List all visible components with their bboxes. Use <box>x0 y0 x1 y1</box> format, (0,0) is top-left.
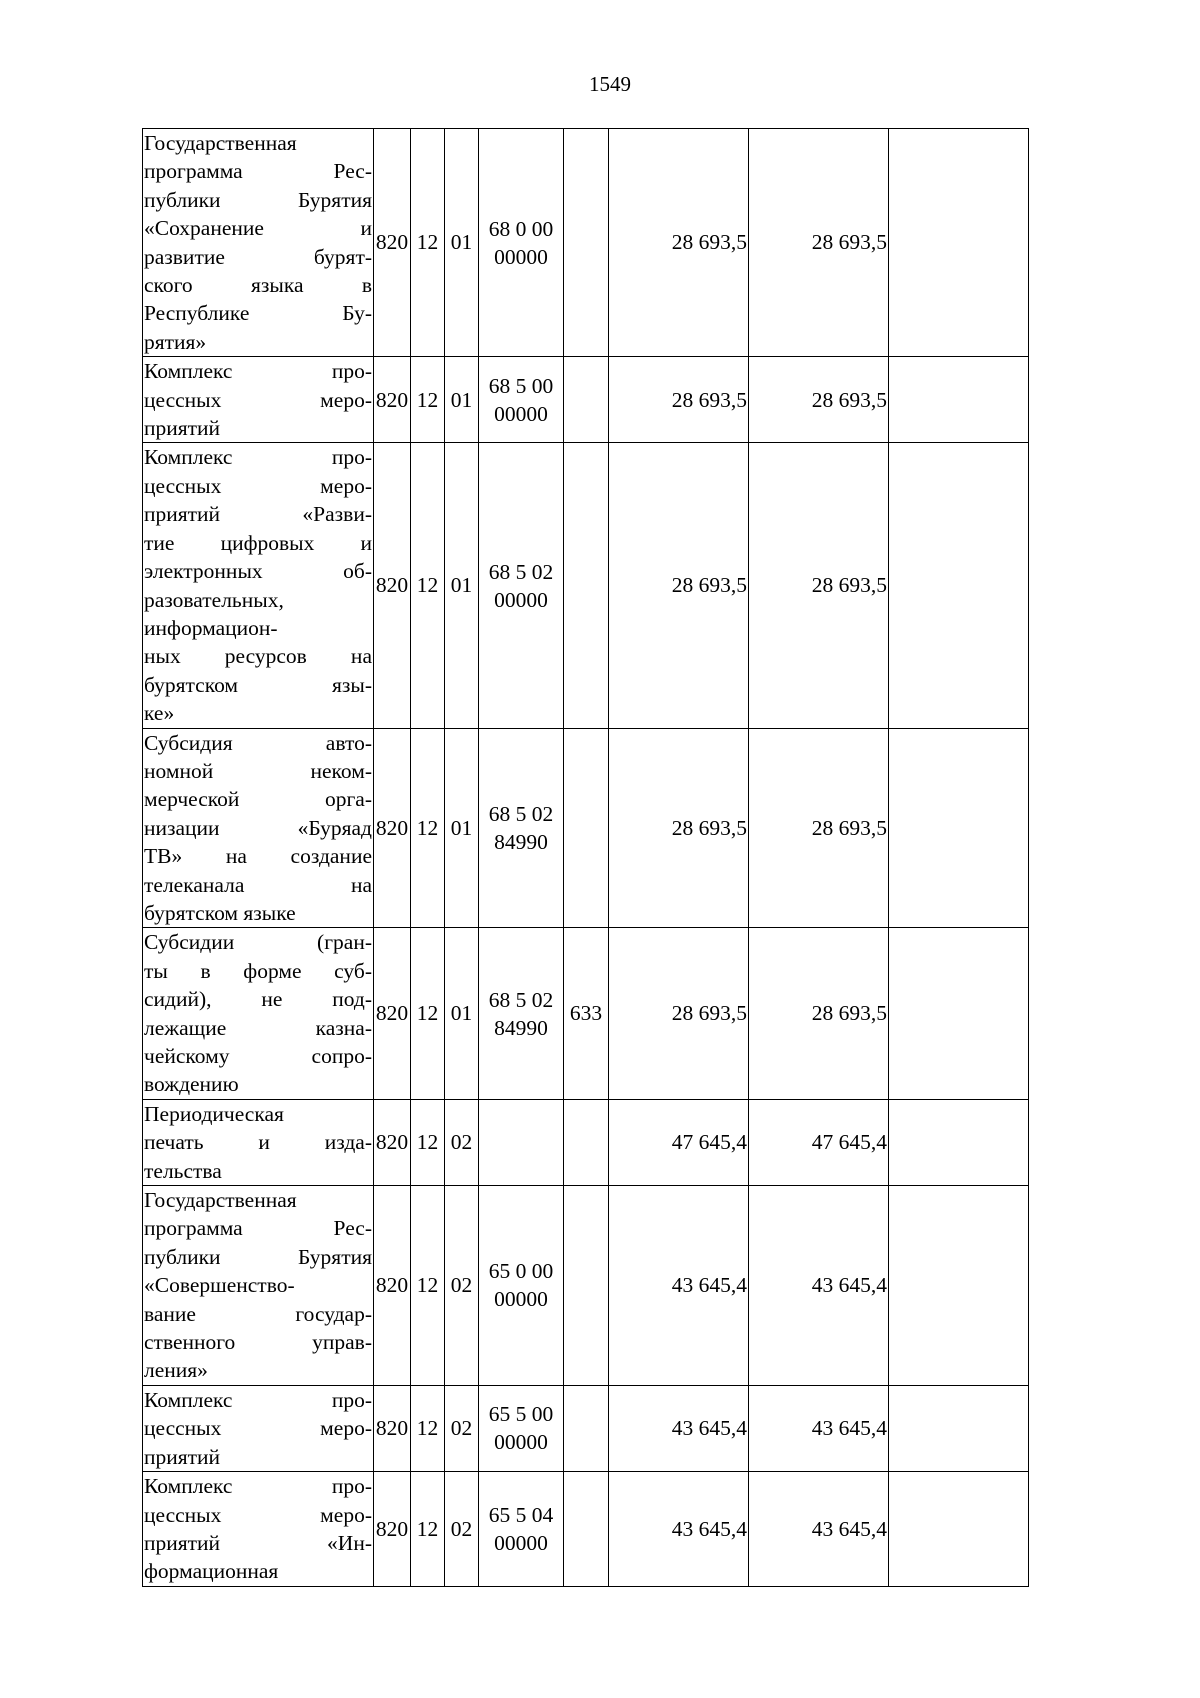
item-name-line: приятий «Ин- <box>144 1530 372 1555</box>
item-name-line: «Сохранение и <box>144 216 372 241</box>
expense-type-cell <box>564 1472 609 1587</box>
expense-type-cell <box>564 357 609 443</box>
item-name-cell <box>143 1385 374 1471</box>
item-name-line: печать и изда- <box>144 1130 372 1155</box>
budget-table <box>142 128 1029 1587</box>
item-name-line: цессных меро- <box>144 473 372 498</box>
item-name-line: ственного управ- <box>144 1330 372 1355</box>
target-article-line: 84990 <box>494 829 548 854</box>
section-code-cell: 12 <box>411 1186 445 1386</box>
table-row-3 <box>143 443 1029 728</box>
item-name-line: программа Рес- <box>144 1216 372 1241</box>
target-article-line: 00000 <box>494 1287 548 1312</box>
expense-type-cell: 633 <box>564 928 609 1099</box>
item-name-line: формационная <box>144 1559 279 1584</box>
item-name-line: Республике Бу- <box>144 301 372 326</box>
amount-cell-3 <box>889 1099 1029 1185</box>
item-name-line: цессных меро- <box>144 387 372 412</box>
grbs-code-cell: 820 <box>374 129 411 357</box>
section-code-cell: 12 <box>411 357 445 443</box>
amount-cell-3 <box>889 1472 1029 1587</box>
item-name-line: низации «Буряад <box>144 815 372 840</box>
item-name-cell <box>143 129 374 357</box>
grbs-code-cell: 820 <box>374 1472 411 1587</box>
amount-cell-2: 28 693,5 <box>749 357 889 443</box>
target-article-line: 84990 <box>494 1015 548 1040</box>
item-name-line: электронных об- <box>144 559 372 584</box>
section-code-cell: 12 <box>411 1099 445 1185</box>
item-name-line: лежащие казна- <box>144 1015 372 1040</box>
amount-cell-2: 28 693,5 <box>749 928 889 1099</box>
section-code-cell: 12 <box>411 1472 445 1587</box>
target-article-line: 65 5 04 <box>488 1502 554 1527</box>
item-name-line: информацион- <box>144 615 278 640</box>
target-article-line: 68 5 02 <box>488 987 554 1012</box>
table-row-8 <box>143 1385 1029 1471</box>
section-code-cell: 12 <box>411 129 445 357</box>
target-article-cell <box>479 1385 564 1471</box>
amount-cell-2: 28 693,5 <box>749 443 889 728</box>
budget-table-body <box>143 129 1029 1587</box>
item-name-line: ТВ» на создание <box>144 844 372 869</box>
item-name-line: бурятском язы- <box>144 672 372 697</box>
table-row-1 <box>143 129 1029 357</box>
amount-cell-3 <box>889 1186 1029 1386</box>
target-article-line: 65 0 00 <box>488 1259 554 1284</box>
item-name-line: ского языка в <box>144 273 372 298</box>
amount-cell-3 <box>889 928 1029 1099</box>
subsection-code-cell: 02 <box>445 1472 479 1587</box>
item-name-line: Периодическая <box>144 1101 284 1126</box>
amount-cell-2: 28 693,5 <box>749 129 889 357</box>
item-name-line: Субсидии (гран- <box>144 930 372 955</box>
item-name-line: Комплекс про- <box>144 1387 372 1412</box>
item-name-line: развитие бурят- <box>144 244 372 269</box>
section-code-cell: 12 <box>411 443 445 728</box>
target-article-cell <box>479 728 564 928</box>
table-row-4 <box>143 728 1029 928</box>
subsection-code-cell: 02 <box>445 1385 479 1471</box>
item-name-cell <box>143 728 374 928</box>
target-article-cell <box>479 129 564 357</box>
item-name-line: Комплекс про- <box>144 359 372 384</box>
subsection-code-cell: 01 <box>445 728 479 928</box>
item-name-line: ты в форме суб- <box>144 958 372 983</box>
target-article-line: 00000 <box>494 587 548 612</box>
amount-cell-2: 28 693,5 <box>749 728 889 928</box>
item-name-line: номной неком- <box>144 758 372 783</box>
item-name-line: разовательных, <box>144 587 284 612</box>
item-name-line: сидий), не под- <box>144 987 372 1012</box>
target-article-line: 00000 <box>494 1430 548 1455</box>
item-name-line: тие цифровых и <box>144 530 372 555</box>
amount-cell-2: 43 645,4 <box>749 1385 889 1471</box>
target-article-line: 68 5 00 <box>488 373 554 398</box>
item-name-line: публики Бурятия <box>144 1244 372 1269</box>
target-article-line: 68 0 00 <box>488 216 554 241</box>
target-article-cell <box>479 357 564 443</box>
item-name-line: рятия» <box>144 329 207 354</box>
item-name-line: ке» <box>144 701 175 726</box>
section-code-cell: 12 <box>411 1385 445 1471</box>
amount-cell-2: 47 645,4 <box>749 1099 889 1185</box>
item-name-line: «Совершенство- <box>144 1273 295 1298</box>
table-row-2 <box>143 357 1029 443</box>
item-name-line: приятий <box>144 1444 221 1469</box>
item-name-line: телеканала на <box>144 872 372 897</box>
item-name-line: чейскому сопро- <box>144 1044 372 1068</box>
target-article-line: 00000 <box>494 244 548 269</box>
grbs-code-cell: 820 <box>374 728 411 928</box>
target-article-cell <box>479 928 564 1099</box>
target-article-line: 68 5 02 <box>488 801 554 826</box>
amount-cell-1: 28 693,5 <box>609 928 749 1099</box>
grbs-code-cell: 820 <box>374 1186 411 1386</box>
item-name-line: ления» <box>144 1358 208 1383</box>
expense-type-cell <box>564 1099 609 1185</box>
grbs-code-cell: 820 <box>374 1385 411 1471</box>
target-article-cell <box>479 1099 564 1185</box>
section-code-cell: 12 <box>411 728 445 928</box>
item-name-line: приятий «Разви- <box>144 502 372 527</box>
item-name-cell <box>143 1186 374 1386</box>
amount-cell-1: 28 693,5 <box>609 357 749 443</box>
item-name-cell <box>143 1472 374 1587</box>
amount-cell-2: 43 645,4 <box>749 1186 889 1386</box>
expense-type-cell <box>564 1186 609 1386</box>
amount-cell-1: 28 693,5 <box>609 728 749 928</box>
subsection-code-cell: 01 <box>445 129 479 357</box>
section-code-cell: 12 <box>411 928 445 1099</box>
table-row-6 <box>143 1099 1029 1185</box>
item-name-cell <box>143 1099 374 1185</box>
subsection-code-cell: 01 <box>445 443 479 728</box>
amount-cell-3 <box>889 357 1029 443</box>
table-row-5 <box>143 928 1029 1099</box>
amount-cell-2: 43 645,4 <box>749 1472 889 1587</box>
item-name-cell <box>143 443 374 728</box>
grbs-code-cell: 820 <box>374 1099 411 1185</box>
expense-type-cell <box>564 129 609 357</box>
item-name-line: Государственная <box>144 131 297 155</box>
amount-cell-1: 43 645,4 <box>609 1472 749 1587</box>
item-name-line: мерческой орга- <box>144 787 372 812</box>
amount-cell-3 <box>889 728 1029 928</box>
item-name-line: вождению <box>144 1072 239 1097</box>
item-name-line: тельства <box>144 1158 222 1183</box>
amount-cell-3 <box>889 443 1029 728</box>
grbs-code-cell: 820 <box>374 357 411 443</box>
amount-cell-1: 43 645,4 <box>609 1186 749 1386</box>
target-article-cell <box>479 443 564 728</box>
amount-cell-1: 28 693,5 <box>609 129 749 357</box>
grbs-code-cell: 820 <box>374 928 411 1099</box>
item-name-line: Государственная <box>144 1188 297 1213</box>
item-name-line: цессных меро- <box>144 1502 372 1527</box>
item-name-line: бурятском языке <box>144 900 296 925</box>
item-name-line: цессных меро- <box>144 1416 372 1441</box>
item-name-line: вание государ- <box>144 1301 372 1326</box>
amount-cell-1: 47 645,4 <box>609 1099 749 1185</box>
amount-cell-3 <box>889 1385 1029 1471</box>
expense-type-cell <box>564 728 609 928</box>
amount-cell-3 <box>889 129 1029 357</box>
item-name-line: публики Бурятия <box>144 187 372 212</box>
target-article-cell <box>479 1472 564 1587</box>
page-number: 1549 <box>589 72 631 96</box>
target-article-line: 65 5 00 <box>488 1402 554 1427</box>
amount-cell-1: 43 645,4 <box>609 1385 749 1471</box>
target-article-line: 00000 <box>494 401 548 426</box>
item-name-line: Субсидия авто- <box>144 730 372 755</box>
grbs-code-cell: 820 <box>374 443 411 728</box>
subsection-code-cell: 02 <box>445 1099 479 1185</box>
item-name-line: ных ресурсов на <box>144 644 372 669</box>
subsection-code-cell: 01 <box>445 357 479 443</box>
amount-cell-1: 28 693,5 <box>609 443 749 728</box>
target-article-cell <box>479 1186 564 1386</box>
item-name-line: Комплекс про- <box>144 445 372 470</box>
target-article-line: 68 5 02 <box>488 559 554 584</box>
subsection-code-cell: 01 <box>445 928 479 1099</box>
item-name-cell <box>143 928 374 1099</box>
item-name-line: приятий <box>144 416 221 441</box>
expense-type-cell <box>564 1385 609 1471</box>
expense-type-cell <box>564 443 609 728</box>
table-row-9 <box>143 1472 1029 1587</box>
table-row-7 <box>143 1186 1029 1386</box>
target-article-line: 00000 <box>494 1530 548 1555</box>
item-name-line: программа Рес- <box>144 159 372 184</box>
item-name-line: Комплекс про- <box>144 1474 372 1499</box>
subsection-code-cell: 02 <box>445 1186 479 1386</box>
item-name-cell <box>143 357 374 443</box>
